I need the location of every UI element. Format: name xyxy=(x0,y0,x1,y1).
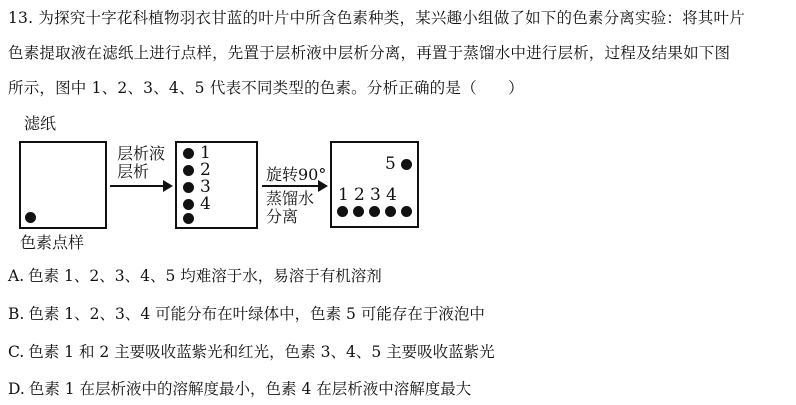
bottom-number-3: 3 xyxy=(370,185,381,205)
filter-paper-label: 滤纸 xyxy=(24,114,57,133)
pigment-number-3: 3 xyxy=(200,177,211,197)
question-line-1 xyxy=(8,8,745,28)
pigment-number-1: 1 xyxy=(200,143,211,163)
bottom-dot-2 xyxy=(353,206,364,217)
pigment-number-5: 5 xyxy=(385,154,396,174)
pigment-number-2: 2 xyxy=(200,160,211,180)
option-a-text: 色素 1、2、3、4、5 均难溶于水，易溶于有机溶剂 xyxy=(28,267,382,285)
option-b-text: 色素 1、2、3、4 可能分布在叶绿体中，色素 5 可能存在于液泡中 xyxy=(28,305,485,323)
option-b[interactable] xyxy=(8,304,485,324)
option-d[interactable] xyxy=(8,379,471,399)
question-text-1: 为探究十字花科植物羽衣甘蓝的叶片中所含色素种类，某兴趣小组做了如下的色素分离实验：将其叶片 xyxy=(38,9,745,27)
water-separation-box xyxy=(330,141,419,228)
bottom-dot-1 xyxy=(337,206,348,217)
filter-paper-box xyxy=(19,141,107,229)
sample-label: 色素点样 xyxy=(20,233,85,252)
option-d-text: 色素 1 在层析液中的溶解度最小，色素 4 在层析液中溶解度最大 xyxy=(28,380,472,398)
bottom-dot-4 xyxy=(385,206,396,217)
option-c[interactable] xyxy=(8,342,495,362)
arrow1-label-line2: 层析 xyxy=(117,162,150,181)
option-b-letter: B. xyxy=(8,305,25,323)
option-c-letter: C. xyxy=(8,343,25,361)
arrow2-label-line1: 旋转90° xyxy=(266,165,327,184)
pigment-number-4: 4 xyxy=(200,194,211,214)
arrow-right-2 xyxy=(262,185,326,187)
question-line-3: 所示，图中 1、2、3、4、5 代表不同类型的色素。分析正确的是（ ） xyxy=(8,79,524,97)
pigment-dot-2 xyxy=(183,165,194,176)
arrow2-label-line3: 分离 xyxy=(266,207,299,226)
pigment-dot-5-moved xyxy=(401,159,412,170)
option-a[interactable] xyxy=(8,266,382,286)
pigment-dot-3 xyxy=(183,182,194,193)
option-d-letter: D. xyxy=(8,380,25,398)
bottom-number-4: 4 xyxy=(386,185,397,205)
question-line-2: 色素提取液在滤纸上进行点样，先置于层析液中层析分离，再置于蒸馏水中进行层析，过程及结果如下图 xyxy=(8,44,731,62)
pigment-dot-4 xyxy=(183,199,194,210)
bottom-number-2: 2 xyxy=(354,185,365,205)
option-c-text: 色素 1 和 2 主要吸收蓝紫光和红光，色素 3、4、5 主要吸收蓝紫光 xyxy=(28,343,495,361)
arrow1-label-line1: 层析液 xyxy=(117,144,166,163)
sample-dot xyxy=(25,212,36,223)
arrow2-label-line2: 蒸馏水 xyxy=(266,189,315,208)
pigment-dot-1 xyxy=(183,148,194,159)
question-number: 13. xyxy=(8,9,34,27)
option-a-letter: A. xyxy=(8,267,25,285)
bottom-dot-5 xyxy=(401,206,412,217)
arrow-right-1 xyxy=(110,185,171,187)
bottom-number-1: 1 xyxy=(338,185,349,205)
chromatography-box xyxy=(175,141,258,229)
pigment-dot-5 xyxy=(183,213,194,224)
bottom-dot-3 xyxy=(369,206,380,217)
